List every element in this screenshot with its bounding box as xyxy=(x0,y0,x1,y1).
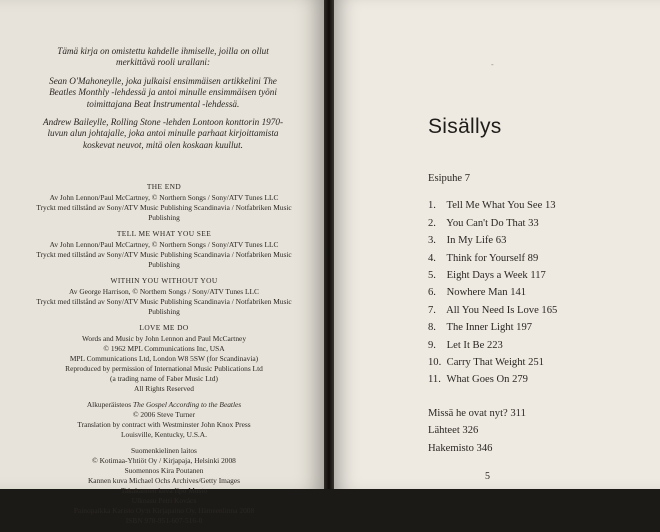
original-line: Louisville, Kentucky, U.S.A. xyxy=(121,430,207,439)
toc-chapter xyxy=(428,354,628,371)
toc-back-matter: Missä he ovat nyt? 311 xyxy=(428,407,526,419)
credit-line: Av John Lennon/Paul McCartney, © Northern Songs / Sony/ATV Tunes LLC xyxy=(49,193,279,202)
toc-back-matter: Hakemisto 346 xyxy=(428,442,493,454)
edition-line: Kannen kuva Michael Ochs Archives/Getty Images xyxy=(87,476,241,485)
credit-line: Reproduced by permission of International Music Publications Ltd xyxy=(65,364,263,373)
credit-line: Tryckt med tillstånd av Sony/ATV Music Publishing Scandinavia / Notfabriken Music Publishing xyxy=(36,203,292,222)
chapter-number: 5. xyxy=(428,270,436,282)
copyright-page xyxy=(0,0,324,525)
toc-chapter xyxy=(428,215,628,232)
credit-line: Words and Music by John Lennon and Paul McCartney xyxy=(81,334,247,343)
credit-line: (a trading name of Faber Music Ltd) xyxy=(110,374,218,383)
original-prefix: Alkuperäisteos xyxy=(86,400,132,409)
page-mark: - xyxy=(491,60,494,69)
chapter-title: In My Life 63 xyxy=(446,235,507,247)
chapter-title: Eight Days a Week 117 xyxy=(446,270,546,282)
table-of-contents xyxy=(428,170,628,457)
toc-chapter xyxy=(428,302,628,319)
dedication-second-person: Andrew Baileylle, Rolling Stone -lehden Lontoon konttorin 1970-luvun alun johtajalle, joka antoi minulle parhaat kirjoittamista koskevat neuvot, mitä olen koskaan kuullut. xyxy=(42,117,284,150)
chapter-number: 7. xyxy=(428,304,436,316)
edition-line: Takakannen kuva Ilpo Musto xyxy=(120,486,208,495)
toc-chapter xyxy=(428,319,628,336)
credit-line: MPL Communications Ltd, London W8 5SW (for Scandinavia) xyxy=(69,354,259,363)
credit-within-you-without-you xyxy=(26,276,302,317)
chapter-title: All You Need Is Love 165 xyxy=(446,304,558,316)
original-line: Translation by contract with Westminster John Knox Press xyxy=(77,420,251,429)
chapter-number: 2. xyxy=(428,217,436,229)
credit-line: © 1962 MPL Communications Inc, USA xyxy=(103,344,225,353)
toc-chapter xyxy=(428,267,628,284)
chapter-title: Nowhere Man 141 xyxy=(446,287,527,299)
credit-line: Tryckt med tillstånd av Sony/ATV Music Publishing Scandinavia / Notfabriken Music Publishing xyxy=(36,297,292,316)
chapter-number: 3. xyxy=(428,235,436,247)
chapter-title: The Inner Light 197 xyxy=(446,322,533,334)
credit-line: Av John Lennon/Paul McCartney, © Northern Songs / Sony/ATV Tunes LLC xyxy=(49,240,279,249)
contents-heading: Sisällys xyxy=(428,115,502,138)
isbn: ISBN 978-951-607-516-0 xyxy=(125,516,203,525)
edition-line: Painopaikka Karisto Oy:n Kirjapaino Oy, Hämeenlinna 2008 xyxy=(73,506,255,515)
chapter-title: Carry That Weight 251 xyxy=(446,357,544,369)
chapter-title: What Goes On 279 xyxy=(446,374,528,386)
toc-chapter xyxy=(428,197,628,214)
credit-title: LOVE ME DO xyxy=(139,323,189,332)
credit-line: Av George Harrison, © Northern Songs / Sony/ATV Tunes LLC xyxy=(69,287,259,296)
credit-title: TELL ME WHAT YOU SEE xyxy=(116,229,212,238)
edition-line: © Kotimaa-Yhtiöt Oy / Kirjapaja, Helsinki 2008 xyxy=(92,456,236,465)
original-title: The Gospel According to the Beatles xyxy=(133,400,242,409)
edition-line: Suomennos Kira Poutanen xyxy=(124,466,204,475)
chapter-number: 1. xyxy=(428,200,436,212)
book-gutter xyxy=(324,0,334,489)
chapter-number: 4. xyxy=(428,252,436,264)
chapter-number: 11. xyxy=(428,374,441,386)
song-credits xyxy=(26,182,302,532)
original-line: © 2006 Steve Turner xyxy=(132,410,196,419)
original-title-line xyxy=(26,400,302,410)
toc-chapter xyxy=(428,250,628,267)
page-number: 5 xyxy=(485,471,490,482)
chapter-number: 8. xyxy=(428,322,436,334)
dedication-intro: Tämä kirja on omistettu kahdelle ihmiselle, joilla on ollut merkittävä rooli urallani: xyxy=(57,46,269,68)
credit-title: WITHIN YOU WITHOUT YOU xyxy=(110,276,218,285)
toc-chapter xyxy=(428,337,628,354)
chapter-title: Think for Yourself 89 xyxy=(446,252,539,264)
credit-line: Tryckt med tillstånd av Sony/ATV Music Publishing Scandinavia / Notfabriken Music Publishing xyxy=(36,250,292,269)
credit-tell-me-what-you-see xyxy=(26,229,302,270)
edition-line: Suomenkielinen laitos xyxy=(131,446,197,455)
chapter-title: Tell Me What You See 13 xyxy=(446,200,556,212)
credit-title: THE END xyxy=(146,182,182,191)
credit-line: All Rights Reserved xyxy=(134,384,194,393)
edition-line: Ulkoasu Petri Kovács xyxy=(131,496,197,505)
credit-the-end xyxy=(26,182,302,223)
chapter-number: 6. xyxy=(428,287,436,299)
chapter-title: Let It Be 223 xyxy=(446,339,503,351)
toc-chapter xyxy=(428,371,628,388)
toc-chapter xyxy=(428,284,628,301)
original-work xyxy=(26,400,302,440)
dedication xyxy=(40,46,286,158)
toc-preface: Esipuhe 7 xyxy=(428,173,471,184)
chapter-number: 10. xyxy=(428,357,442,369)
finnish-edition xyxy=(26,446,302,526)
dedication-first-person: Sean O'Mahoneylle, joka julkaisi ensimmäisen artikkelini The Beatles Monthly -lehdessä ja antoi minulle ensimmäisen työni toimittajana Beat Instrumental -lehdessä. xyxy=(49,75,277,109)
credit-love-me-do xyxy=(26,323,302,394)
chapter-title: You Can't Do That 33 xyxy=(446,217,539,229)
toc-back-matter: Lähteet 326 xyxy=(428,425,479,437)
chapter-number: 9. xyxy=(428,339,436,351)
toc-chapter xyxy=(428,232,628,249)
